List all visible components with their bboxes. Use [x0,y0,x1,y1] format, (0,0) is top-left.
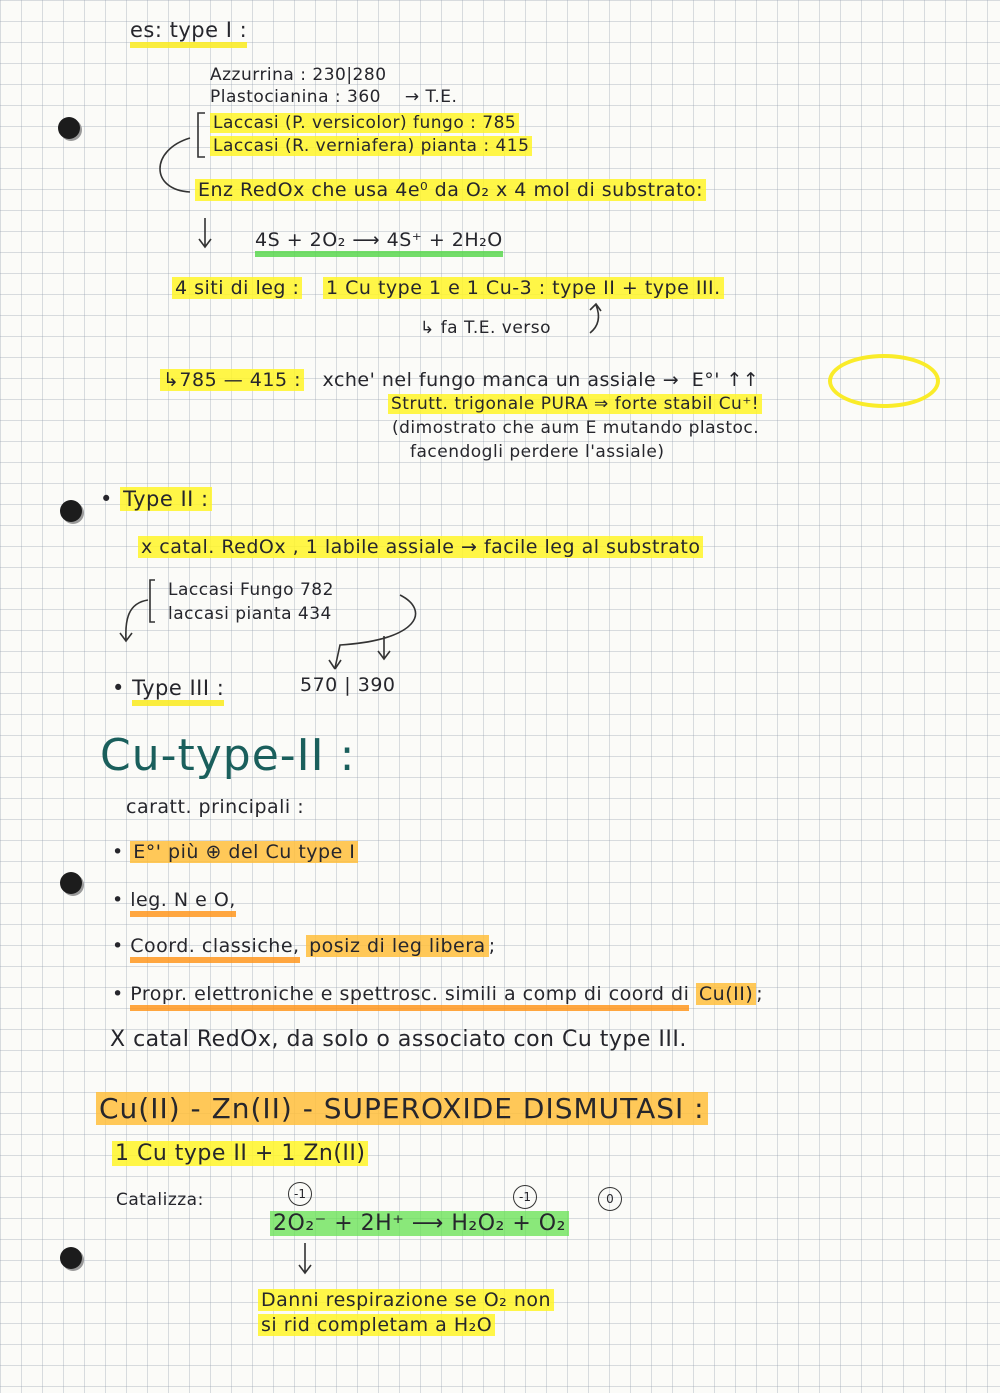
sod-note-1 [258,1288,554,1312]
cu-catal-line [110,1028,687,1052]
type3-values: 570 | 390 [300,674,396,696]
type2-laccasi-fungo: Laccasi Fungo 782 [168,580,334,600]
sod-note-1-text: Danni respirazione se O₂ non [258,1289,554,1311]
laccasi-fungo-line [210,113,519,134]
fa-te-line: ↳ fa T.E. verso [420,318,552,338]
binder-hole-1 [58,117,80,139]
cu-bullet-3: • Coord. classiche, posiz di leg libera ; [112,934,496,958]
cu-type2-subtitle: caratt. principali : [126,796,305,818]
type1-heading [130,18,247,42]
charge-circle-1: -1 [288,1182,312,1206]
charge-circle-3: 0 [598,1187,622,1211]
type2-heading-text: Type II : [120,487,212,511]
cu-bullet-2: • leg. N e O, [112,888,236,912]
laccasi-fungo-text: Laccasi (P. versicolor) fungo : 785 [210,113,519,133]
siti-detail-text: 1 Cu type 1 e 1 Cu-3 : type II + type III. [323,277,724,299]
plastocianina-line [210,87,457,108]
reaction-line [255,228,503,252]
e0-text: E°' ↑↑ [691,369,760,391]
type1-heading-text: es: type I : [130,18,247,48]
binder-hole-2 [60,500,82,522]
cu-bullet-4b-text: Cu(II) [696,983,756,1005]
cu-bullet-4: • Propr. elettroniche e spettrosc. simili a comp di coord di Cu(II) ; [112,982,763,1006]
cu-type2-title: Cu-type-II : [100,730,356,781]
enz-text: Enz RedOx che usa 4e⁰ da O₂ x 4 mol di substrato: [195,179,706,201]
dimostrato-line: (dimostrato che aum E mutando plastoc. [392,418,760,438]
plastocianina-text: Plastocianina : 360 [210,87,381,107]
xche-text: xche' nel fungo manca un assiale → [322,369,680,391]
e0-circle [828,354,940,408]
te-arrow-text: → T.E. [404,87,458,107]
sod-composition [112,1142,368,1166]
diff-text: ↳785 — 415 : [160,369,304,391]
cu-bullet-4a-text: Propr. elettroniche e spettrosc. simili a comp di coord di [130,983,689,1011]
type3-heading-text: Type III : [132,676,224,706]
charge-circle-2: -1 [513,1185,537,1209]
sod-catalizza: Catalizza: [116,1190,204,1210]
laccasi-pianta-text: Laccasi (R. verniafera) pianta : 415 [210,136,532,156]
siti-text: 4 siti di leg : [172,277,302,299]
enz-line [195,178,706,202]
facendo-line: facendogli perdere l'assiale) [410,442,665,462]
cu-bullet-1-text: E°' più ⊕ del Cu type I [130,841,358,863]
sod-note-2-text: si rid completam a H₂O [258,1314,495,1336]
sod-composition-text: 1 Cu type II + 1 Zn(II) [112,1141,368,1166]
cu-bullet-3a-text: Coord. classiche, [130,935,299,963]
laccasi-pianta-line [210,136,532,157]
sod-note-2 [258,1313,495,1337]
cu-catal-text: X catal RedOx, da solo o associato con Cu type III. [110,1027,687,1052]
type2-laccasi-pianta: laccasi pianta 434 [168,604,332,624]
binder-hole-4 [60,1247,82,1269]
sod-reaction-text: 2O₂⁻ + 2H⁺ ⟶ H₂O₂ + O₂ [270,1211,569,1236]
strutt-line [388,394,762,415]
sod-title-text: Cu(II) - Zn(II) - SUPEROXIDE DISMUTASI : [96,1092,708,1125]
cu-bullet-1: • E°' più ⊕ del Cu type I [112,840,358,864]
type2-catal-text: x catal. RedOx , 1 labile assiale → facile leg al substrato [138,536,703,558]
type3-heading: • Type III : [112,676,224,700]
diff-line [160,368,759,392]
cu-bullet-2-text: leg. N e O, [130,889,236,917]
sod-reaction-line [270,1212,569,1236]
type2-catal-line [138,535,703,559]
type2-heading: • Type II : [100,487,212,511]
azzurrina-line: Azzurrina : 230|280 [210,65,387,85]
reaction-text: 4S + 2O₂ ⟶ 4S⁺ + 2H₂O [255,229,503,257]
sod-title [96,1092,708,1126]
cu-bullet-3b-text: posiz di leg libera [306,935,489,957]
binder-hole-3 [60,872,82,894]
siti-line [172,276,724,300]
strutt-text: Strutt. trigonale PURA ⇒ forte stabil Cu⁺! [388,394,762,414]
